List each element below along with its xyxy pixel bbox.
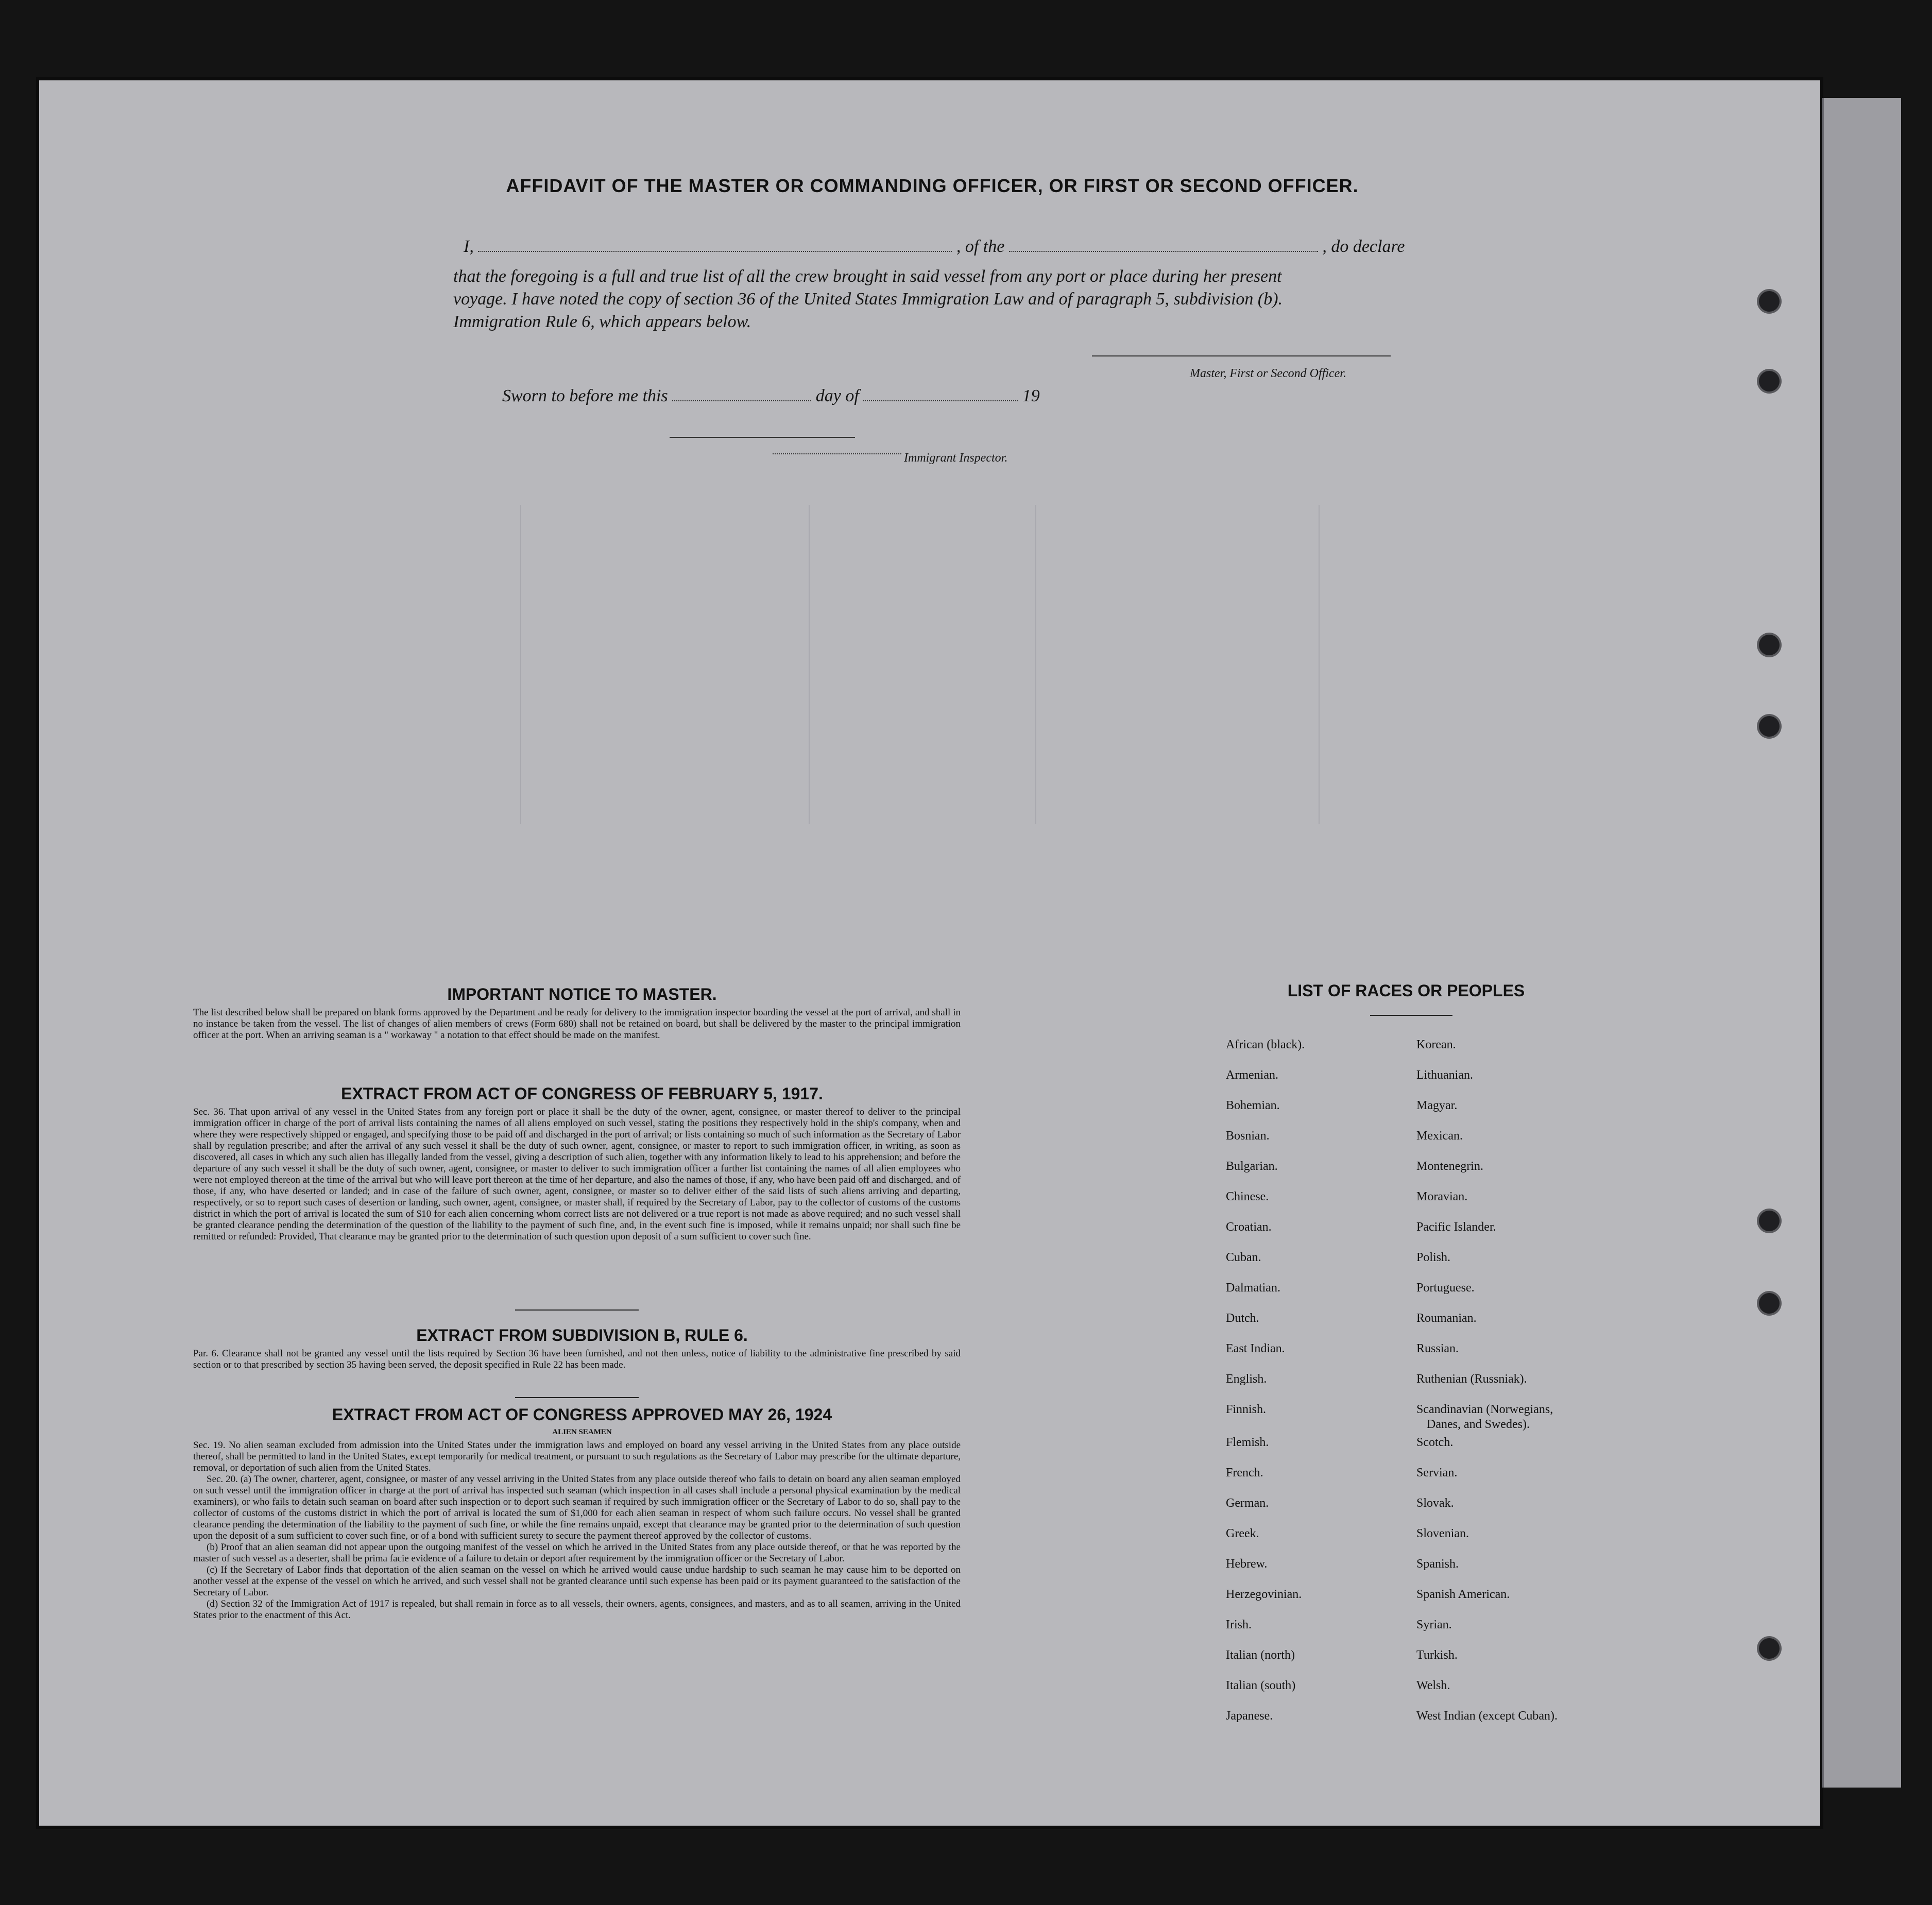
bleed-through-line xyxy=(809,505,810,824)
race-item: Magyar. xyxy=(1416,1099,1458,1112)
binder-hole xyxy=(1759,1211,1780,1231)
master-name-field[interactable] xyxy=(478,237,952,252)
race-item: Spanish American. xyxy=(1416,1588,1510,1601)
extract-1924-body xyxy=(193,1440,961,1621)
affidavit-text-line: voyage. I have noted the copy of section 36 of the United States Immigration Law and of paragraph 5, subdivision (b). xyxy=(453,290,1283,309)
sworn-month-field[interactable] xyxy=(863,387,1018,401)
race-item: Welsh. xyxy=(1416,1679,1450,1692)
race-item: Spanish. xyxy=(1416,1557,1459,1571)
binder-hole xyxy=(1759,635,1780,655)
binder-hole xyxy=(1759,371,1780,392)
race-item: Slovak. xyxy=(1416,1496,1454,1510)
affidavit-title: AFFIDAVIT OF THE MASTER OR COMMANDING OFFICER, OR FIRST OR SECOND OFFICER. xyxy=(506,175,1359,196)
race-item: East Indian. xyxy=(1226,1342,1285,1355)
extract-1924-paragraph: (c) If the Secretary of Labor finds that deportation of the alien seaman on the vessel on which he arrived would cause undue hardship to such seaman he may cause him to be deported on another vessel at the expense of the vessel on which he arrived, and such vessel shall not be granted clearance until such expense has been paid or its payment guaranteed to the satisfaction of the Secretary of Labor. xyxy=(193,1564,961,1598)
sworn-day-of-label: day of xyxy=(815,386,859,405)
race-item: Portuguese. xyxy=(1416,1281,1475,1295)
race-item: Bulgarian. xyxy=(1226,1160,1278,1173)
race-item: English. xyxy=(1226,1372,1267,1386)
race-item: German. xyxy=(1226,1496,1269,1510)
inspector-signature-line[interactable] xyxy=(670,437,855,438)
underlying-page-edge xyxy=(1822,98,1901,1788)
extract-1924-title: EXTRACT FROM ACT OF CONGRESS APPROVED MAY 26, 1924 xyxy=(332,1405,832,1424)
race-item: Herzegovinian. xyxy=(1226,1588,1302,1601)
bleed-through-line xyxy=(520,505,521,824)
race-item: Scandinavian (Norwegians, xyxy=(1416,1403,1553,1416)
race-item: Hebrew. xyxy=(1226,1557,1268,1571)
extract-rule6-body: Par. 6. Clearance shall not be granted any vessel until the lists required by Section 36 have been furnished, and not then unless, notice of liability to the administrative fine prescribed by said section or to that prescribed by section 35 having been served, the deposit specified in Rule 22 has been made. xyxy=(193,1348,961,1370)
officer-signature-line[interactable] xyxy=(1092,355,1391,356)
race-item: Roumanian. xyxy=(1416,1312,1477,1325)
race-item: Montenegrin. xyxy=(1416,1160,1483,1173)
affidavit-of-the-label: , of the xyxy=(956,237,1005,256)
affidavit-declaration-line xyxy=(464,237,1442,257)
race-item: Turkish. xyxy=(1416,1648,1458,1662)
extract-1924-paragraph: (d) Section 32 of the Immigration Act of 1917 is repealed, but shall remain in force as to all vessels, their owners, agents, consignees, and masters, and as to all seamen, arriving in the United States prior to the enactment of this Act. xyxy=(193,1598,961,1621)
affidavit-i-label: I, xyxy=(464,237,474,256)
inspector-dotline xyxy=(773,453,901,454)
notice-title: IMPORTANT NOTICE TO MASTER. xyxy=(447,985,717,1003)
race-item: French. xyxy=(1226,1466,1263,1479)
race-item: Japanese. xyxy=(1226,1709,1273,1723)
race-item: Danes, and Swedes). xyxy=(1427,1418,1530,1431)
race-item: Scotch. xyxy=(1416,1436,1454,1449)
binder-hole xyxy=(1759,716,1780,737)
binder-hole xyxy=(1759,1638,1780,1659)
notice-body: The list described below shall be prepared on blank forms approved by the Department and be ready for delivery to the immigration inspector boarding the vessel at the port of arrival, and shall in no instance be taken from the vessel. The list of changes of alien members of crews (Form 680) shall not be retained on board, but shall be delivered by the master to the principal immigration officer at the port. When an arriving seaman is a " workaway " a notation to that effect should be made on the manifest. xyxy=(193,1007,961,1041)
section-divider xyxy=(515,1309,639,1311)
extract-1917-title: EXTRACT FROM ACT OF CONGRESS OF FEBRUARY 5, 1917. xyxy=(341,1084,823,1103)
binder-hole xyxy=(1759,291,1780,312)
race-item: Chinese. xyxy=(1226,1190,1269,1203)
bleed-through-line xyxy=(1035,505,1036,824)
race-item: Lithuanian. xyxy=(1416,1068,1473,1082)
race-item: Bohemian. xyxy=(1226,1099,1280,1112)
race-item: Pacific Islander. xyxy=(1416,1220,1496,1234)
race-item: Italian (south) xyxy=(1226,1679,1296,1692)
affidavit-declare-label: , do declare xyxy=(1322,237,1405,256)
extract-rule6-title: EXTRACT FROM SUBDIVISION B, RULE 6. xyxy=(416,1326,748,1345)
race-item: Bosnian. xyxy=(1226,1129,1270,1143)
race-item: Dalmatian. xyxy=(1226,1281,1280,1295)
race-item: Italian (north) xyxy=(1226,1648,1295,1662)
bleed-through-line xyxy=(1319,505,1320,824)
race-item: Ruthenian (Russniak). xyxy=(1416,1372,1527,1386)
race-item: Armenian. xyxy=(1226,1068,1278,1082)
race-item: Moravian. xyxy=(1416,1190,1468,1203)
race-item: Slovenian. xyxy=(1416,1527,1469,1540)
race-item: West Indian (except Cuban). xyxy=(1416,1709,1558,1723)
race-item: Dutch. xyxy=(1226,1312,1259,1325)
race-item: Greek. xyxy=(1226,1527,1259,1540)
races-title-divider xyxy=(1370,1015,1452,1016)
race-item: Cuban. xyxy=(1226,1251,1261,1264)
sworn-line xyxy=(502,386,1120,406)
inspector-label: Immigrant Inspector. xyxy=(904,451,1008,465)
extract-1917-body: Sec. 36. That upon arrival of any vessel in the United States from any foreign port or place it shall be the duty of the owner, agent, consignee, or master thereof to deliver to the principal immigration officer in charge of the port of arrival lists containing the names of all aliens employed on such vessel, stating the positions they respectively hold in the ship's company, when and where they were respectively shipped or engaged, and specifying those to be paid off and discharged in the port of arrival; or lists containing so much of such information as the Secretary of Labor shall by regulation prescribe; and after the arrival of any such vessel it shall be the duty of such owner, agent, consignee, or master to report to such immigration officer, in writing, as soon as discovered, all cases in which any such alien has illegally landed from the vessel, giving a description of such alien, together with any information likely to lead to his apprehension; and before the departure of any such vessel it shall be the duty of such owner, agent, consignee, or master to deliver to such immigration officer a further list containing the names of all alien employees who were not employed thereon at the time of the arrival but who will leave port thereon at the time of her departure, and also the names of those, if any, who have been paid off and discharged, and of those, if any, who have deserted or landed; and in case of the failure of such owner, agent, consignee, or master so to deliver either of the said lists of such aliens arriving and departing, respectively, or so to report such cases of desertion or landing, such owner, agent, consignee, or master shall, if required by the Secretary of Labor, pay to the collector of customs of the customs district in which the port of arrival is located the sum of $10 for each alien concerning whom correct lists are not delivered or a true report is not made as above required; and no such vessel shall be granted clearance pending the determination of the question of the liability to the payment of such fine, and, in the event such fine is imposed, while it remains unpaid; nor shall such fine be remitted or refunded: Provided, That clearance may be granted prior to the determination of such question upon deposit of a sum sufficient to cover such fine. xyxy=(193,1107,961,1242)
extract-1924-paragraph: Sec. 20. (a) The owner, charterer, agent, consignee, or master of any vessel arriving in the United States from any place outside thereof who fails to detain on board any alien seaman employed on such vessel until the immigration officer in charge at the port of arrival has inspected such seaman (which inspection in all cases shall include a personal physical examination by the medical examiners), or who fails to detain such seaman on board after such inspection or to deport such seaman if required by such immigration officer or the Secretary of Labor to do so, shall pay to the collector of customs of the customs district in which the port of arrival is located the sum of $1,000 for each alien seaman in respect of whom such failure occurs. No vessel shall be granted clearance pending the determination of the liability to the payment of such fine, or while the fine remains unpaid, except that clearance may be granted prior to the determination of such question upon the deposit of a sum sufficient to cover such fine, or of a bond with sufficient surety to secure the payment thereof approved by the collector of customs. xyxy=(193,1474,961,1541)
race-item: Flemish. xyxy=(1226,1436,1269,1449)
affidavit-text-line: Immigration Rule 6, which appears below. xyxy=(453,312,751,331)
extract-1924-subtitle: ALIEN SEAMEN xyxy=(552,1428,612,1436)
race-item: Russian. xyxy=(1416,1342,1459,1355)
race-item: Korean. xyxy=(1416,1038,1456,1051)
race-item: Finnish. xyxy=(1226,1403,1267,1416)
sworn-day-field[interactable] xyxy=(672,387,811,401)
race-item: Mexican. xyxy=(1416,1129,1463,1143)
binder-hole xyxy=(1759,1293,1780,1314)
race-item: African (black). xyxy=(1226,1038,1305,1051)
race-item: Syrian. xyxy=(1416,1618,1452,1631)
extract-1924-paragraph: (b) Proof that an alien seaman did not appear upon the outgoing manifest of the vessel on which he arrived in the United States from any place outside thereof, or that he was reported by the master of such vessel as a deserter, shall be prima facie evidence of a failure to detain or deport after requirement by the immigration officer or the Secretary of Labor. xyxy=(193,1542,961,1564)
races-title: LIST OF RACES OR PEOPLES xyxy=(1287,981,1525,1000)
officer-signature-label: Master, First or Second Officer. xyxy=(1190,367,1346,380)
vessel-name-field[interactable] xyxy=(1009,237,1318,252)
sworn-year-label: 19 xyxy=(1022,386,1040,405)
sworn-prefix: Sworn to before me this xyxy=(502,386,668,405)
section-divider xyxy=(515,1397,639,1398)
race-item: Irish. xyxy=(1226,1618,1252,1631)
race-item: Servian. xyxy=(1416,1466,1458,1479)
race-item: Polish. xyxy=(1416,1251,1451,1264)
extract-1924-paragraph: Sec. 19. No alien seaman excluded from admission into the United States under the immigration laws and employed on board any vessel arriving in the United States from any place outside thereof, shall be permitted to land in the United States, except temporarily for medical treatment, or pursuant to such regulations as the Secretary of Labor may prescribe for the ultimate departure, removal, or deportation of such alien from the United States. xyxy=(193,1440,961,1473)
affidavit-text-line: that the foregoing is a full and true list of all the crew brought in said vessel from any port or place during her present xyxy=(453,267,1282,286)
race-item: Croatian. xyxy=(1226,1220,1272,1234)
